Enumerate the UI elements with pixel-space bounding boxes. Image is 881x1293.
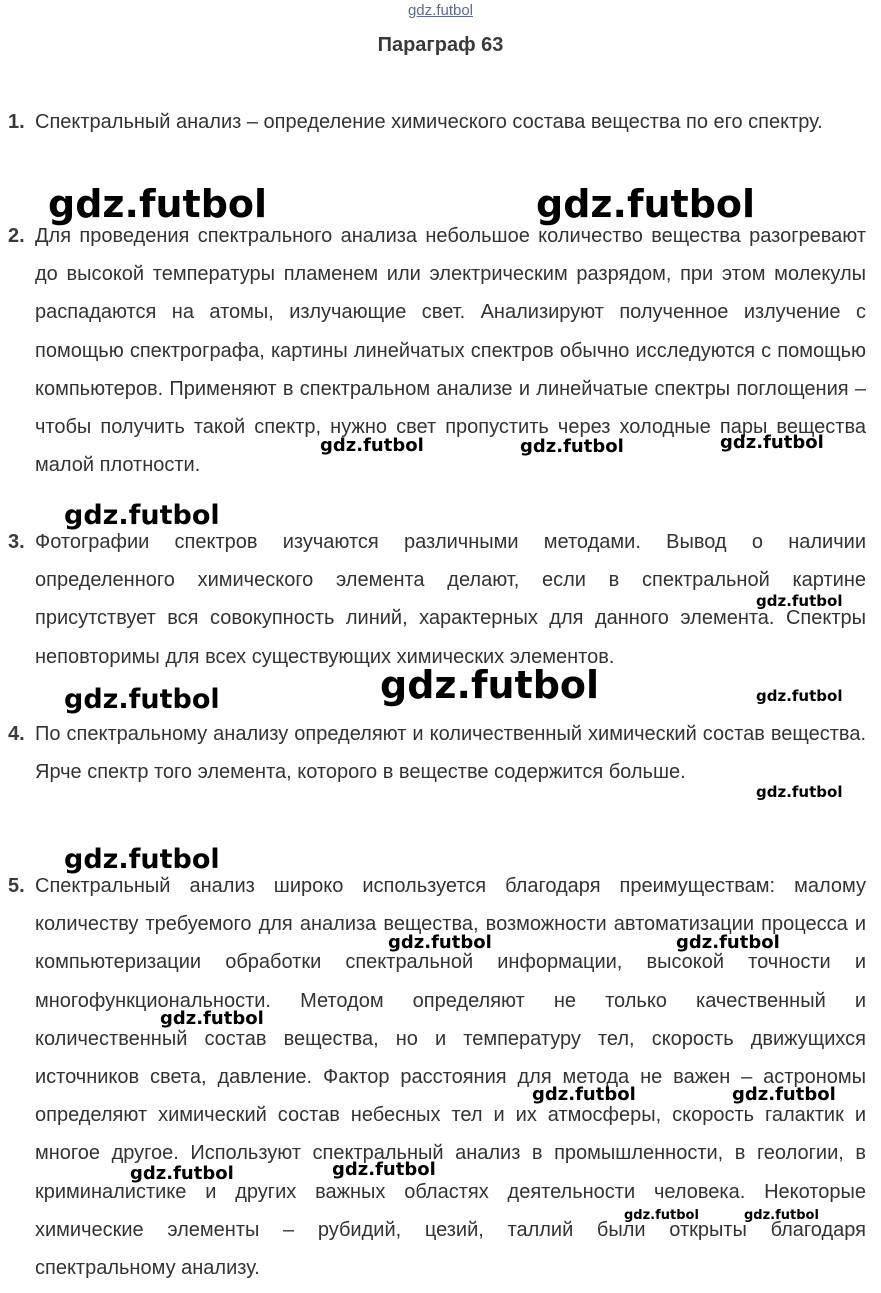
watermark: gdz.futbol (64, 684, 220, 715)
watermark: gdz.futbol (536, 182, 756, 226)
watermark: gdz.futbol (332, 1159, 436, 1180)
watermark: gdz.futbol (160, 1008, 264, 1029)
item-text: Фотографии спектров изучаются различными методами. Вывод о наличии определенного химического элемента делают, если в спектральной картине присутствует вся совокупность линий, характерных для данного элемента. Спектры неповторимы для всех существующих химических элементов. (35, 531, 866, 668)
item-number: 1. (8, 111, 25, 133)
item-text: Спектральный анализ – определение химического состава вещества по его спектру. (35, 111, 823, 133)
item-number: 3. (8, 531, 25, 553)
watermark: gdz.futbol (64, 844, 220, 875)
watermark: gdz.futbol (676, 932, 780, 953)
watermark: gdz.futbol (720, 432, 824, 453)
item-number: 5. (8, 875, 25, 897)
page-title: Параграф 63 (377, 34, 504, 56)
watermark: gdz.futbol (532, 1084, 636, 1105)
list-item-3 (8, 523, 866, 676)
watermark: gdz.futbol (624, 1208, 699, 1223)
watermark: gdz.futbol (130, 1163, 234, 1184)
watermark: gdz.futbol (380, 663, 600, 707)
watermark: gdz.futbol (756, 687, 843, 705)
list-item-2 (8, 217, 866, 484)
item-text: По спектральному анализу определяют и количественный химический состав вещества. Ярче спектр того элемента, которого в веществе содержится больше. (35, 723, 866, 784)
watermark: gdz.futbol (744, 1208, 819, 1223)
watermark: gdz.futbol (520, 436, 624, 457)
item-number: 2. (8, 225, 25, 247)
watermark: gdz.futbol (64, 500, 220, 531)
list-item-5 (8, 867, 866, 1287)
watermark: gdz.futbol (48, 182, 268, 226)
top-watermark-link[interactable]: gdz.futbol (407, 2, 474, 19)
watermark: gdz.futbol (320, 435, 424, 456)
item-number: 4. (8, 723, 25, 745)
watermark: gdz.futbol (756, 592, 843, 610)
watermark: gdz.futbol (756, 783, 843, 801)
item-text: Для проведения спектрального анализа небольшое количество вещества разогревают до высокой температуры пламенем или электрическим разрядом, при этом молекулы распадаются на атомы, излучающие свет. Анализируют полученное излучение с помощью спектрографа, картины линейчатых спектров обычно исследуются с помощью компьютеров. Применяют в спектральном анализе и линейчатые спектры поглощения – чтобы получить такой спектр, нужно свет пропустить через холодные пары вещества малой плотности. (35, 225, 866, 477)
list-item-1 (8, 103, 866, 141)
item-text: Спектральный анализ широко используется благодаря преимуществам: малому количеству требуемого для анализа вещества, возможности автоматизации процесса и компьютеризации обработки спектральной информации, высокой точности и многофункциональности. Методом определяют не только качественный и количественный состав вещества, но и температуру тел, скорость движущихся источников света, давление. Фактор расстояния для метода не важен – астрономы определяют химический состав небесных тел и их атмосферы, скорость галактик и многое другое. Используют спектральный анализ в промышленности, в геологии, в криминалистике и других важных областях деятельности человека. Некоторые химические элементы – рубидий, цезий, таллий были открыты благодаря спектральному анализу. (35, 875, 866, 1280)
watermark: gdz.futbol (732, 1084, 836, 1105)
list-item-4 (8, 715, 866, 791)
watermark: gdz.futbol (388, 932, 492, 953)
